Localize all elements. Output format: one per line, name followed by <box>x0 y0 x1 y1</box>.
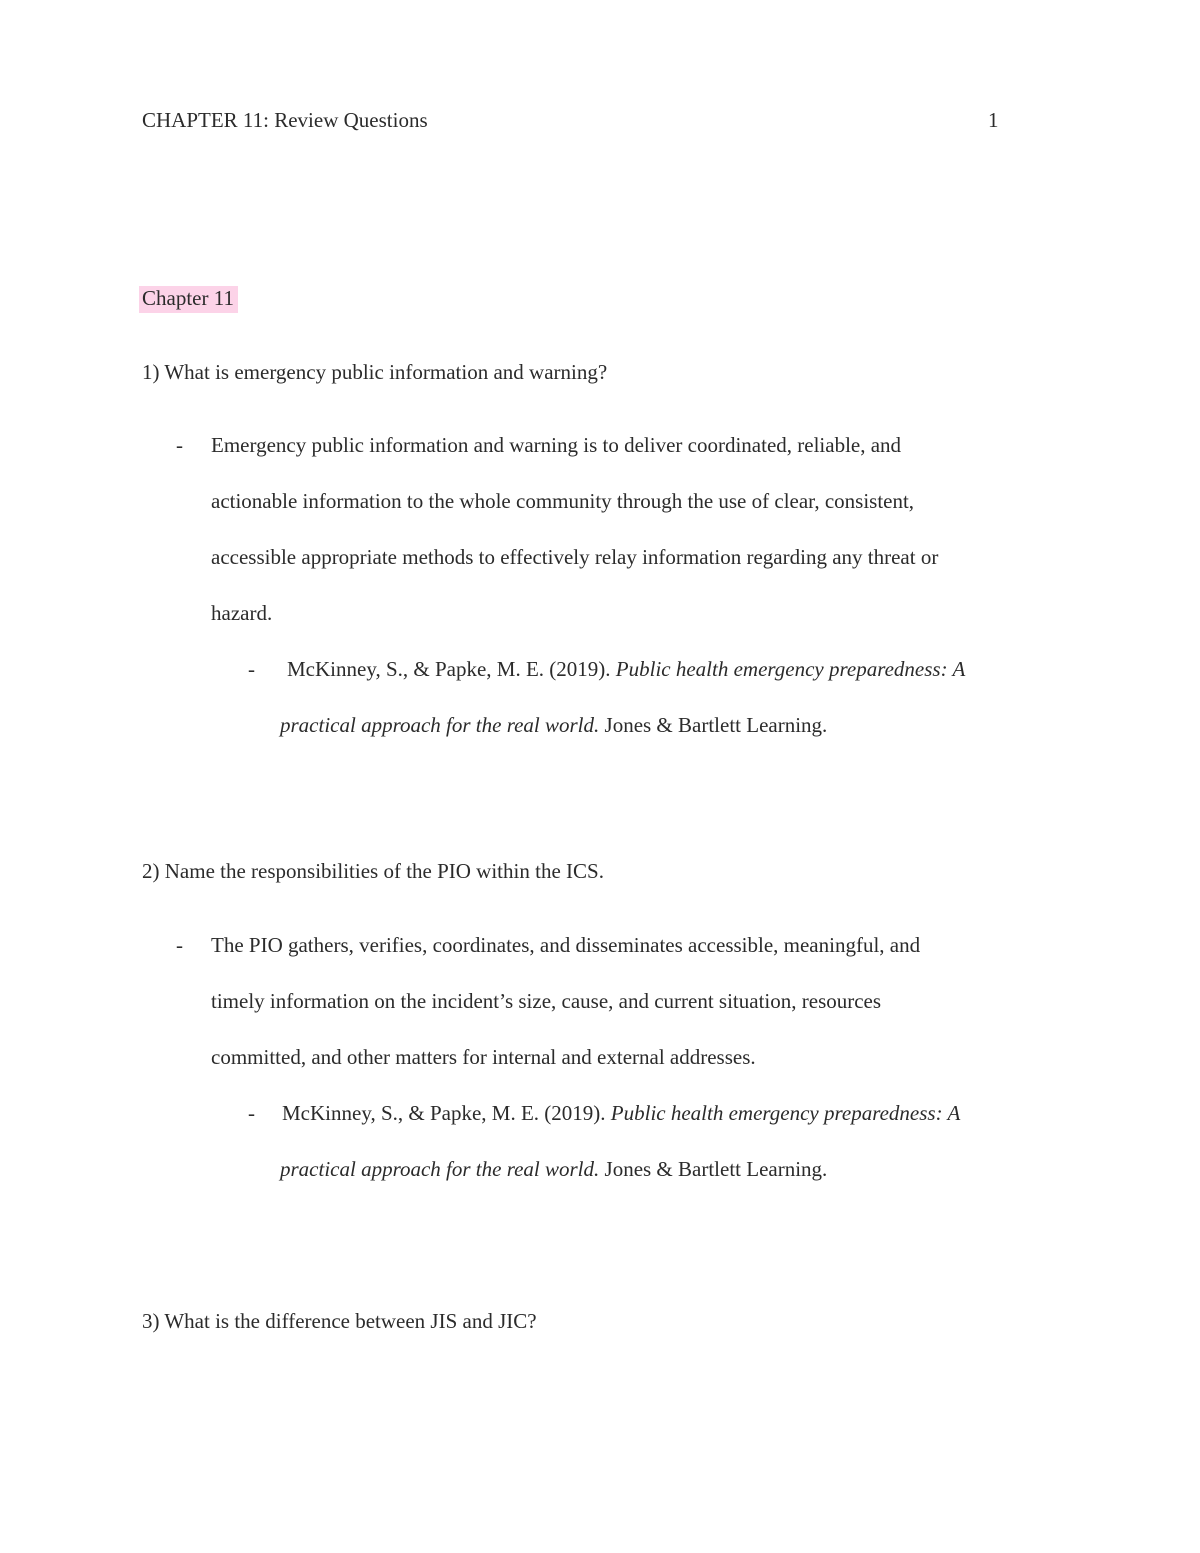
question-3: 3) What is the difference between JIS and JIC? <box>142 1309 537 1333</box>
page-number: 1 <box>988 108 999 132</box>
answer-1-bullet: - <box>176 433 183 457</box>
question-1: 1) What is emergency public information and warning? <box>142 360 608 384</box>
answer-2-line-3: committed, and other matters for internal and external addresses. <box>211 1045 756 1069</box>
citation-1-title-part2: practical approach for the real world. <box>280 713 600 737</box>
citation-2-title-part2: practical approach for the real world. <box>280 1157 600 1181</box>
answer-2-bullet: - <box>176 933 183 957</box>
citation-1-line-1 <box>287 659 965 680</box>
answer-1-line-3: accessible appropriate methods to effectively relay information regarding any threat or <box>211 545 939 569</box>
question-2: 2) Name the responsibilities of the PIO within the ICS. <box>142 859 604 883</box>
citation-2-title-part1: Public health emergency preparedness: A <box>610 1101 961 1125</box>
citation-2-line-1 <box>282 1103 960 1124</box>
answer-2-line-1: The PIO gathers, verifies, coordinates, and disseminates accessible, meaningful, and <box>211 933 921 957</box>
answer-1-line-4: hazard. <box>211 601 273 625</box>
answer-2-line-2: timely information on the incident’s size, cause, and current situation, resources <box>211 989 882 1013</box>
citation-1-title-part1: Public health emergency preparedness: A <box>615 657 966 681</box>
citation-1-publisher: Jones & Bartlett Learning. <box>599 713 828 737</box>
chapter-heading: Chapter 11 <box>139 286 238 313</box>
citation-2-line-2 <box>280 1159 827 1180</box>
citation-1-line-2 <box>280 715 827 736</box>
citation-2-bullet: - <box>248 1101 255 1125</box>
answer-1-line-1: Emergency public information and warning is to deliver coordinated, reliable, and <box>211 433 902 457</box>
citation-2-publisher: Jones & Bartlett Learning. <box>599 1157 828 1181</box>
answer-1-line-2: actionable information to the whole community through the use of clear, consistent, <box>211 489 915 513</box>
citation-1-bullet: - <box>248 657 255 681</box>
citation-1-authors: McKinney, S., & Papke, M. E. (2019). <box>287 657 616 681</box>
running-head: CHAPTER 11: Review Questions <box>142 108 428 132</box>
citation-2-authors: McKinney, S., & Papke, M. E. (2019). <box>282 1101 611 1125</box>
